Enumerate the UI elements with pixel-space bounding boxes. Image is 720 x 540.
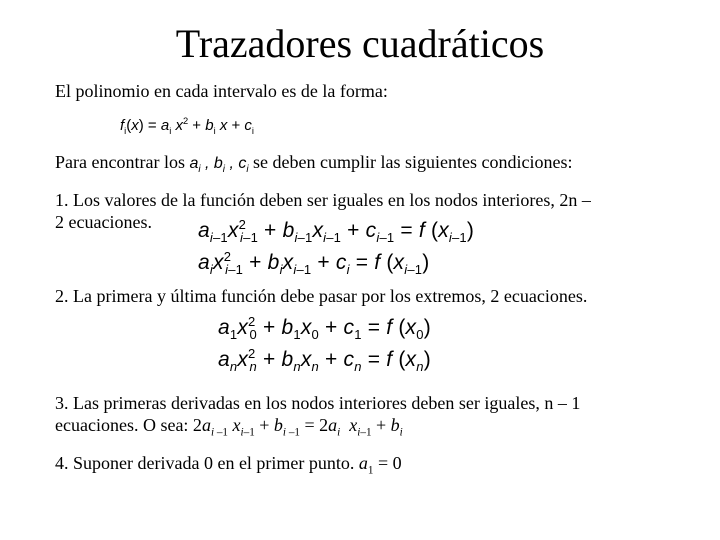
condition-3-line-2: ecuaciones. O sea: $2a_{i -1}$ $x_{i-1} + b_{i -1} = 2a_i$ $x_{i-1} + b_i$ (55, 415, 403, 439)
condition-3-line-1: 3. Las primeras derivadas en los nodos interiores deben ser iguales, n – 1 (55, 393, 581, 413)
condition-2: 2. La primera y última función debe pasar por los extremos, 2 ecuaciones. (55, 286, 588, 306)
intro-text: El polinomio en cada intervalo es de la forma: (55, 81, 388, 101)
equation-1: $a_{i-1}x^2_{i-1} + b_{i-1}x_{i-1} + c_{i-1} = f$ $(x_{i-1})$ (198, 217, 475, 246)
conditions-intro-vars: $a_i$ , $b_i$ , $c_i$ (189, 155, 249, 176)
conditions-intro (55, 151, 572, 181)
slide-title: Trazadores cuadráticos (175, 21, 545, 66)
condition-4: 4. Suponer derivada 0 en el primer punto. $a_1 = 0$ (55, 453, 402, 477)
conditions-intro-prefix: Para encontrar los (55, 152, 185, 172)
condition-1-line-2: 2 ecuaciones. (55, 212, 152, 232)
equation-3: $a_1x^2_0 + b_1x_0 + c_1 = f$ $(x_0)$ (218, 314, 431, 343)
polynomial-formula: $f_i(x) = a_i$ $x^2 + b_i$ $x + c_i$ (120, 116, 254, 136)
equation-4: $a_nx^2_n + b_nx_n + c_n = f$ $(x_n)$ (218, 346, 431, 375)
conditions-intro-suffix: se deben cumplir las siguientes condiciones: (253, 152, 573, 172)
condition-1-line-1: 1. Los valores de la función deben ser iguales en los nodos interiores, 2n – (55, 190, 591, 210)
equation-2: $a_ix^2_{i-1} + b_ix_{i-1} + c_i = f$ $(x_{i-1})$ (198, 249, 430, 278)
